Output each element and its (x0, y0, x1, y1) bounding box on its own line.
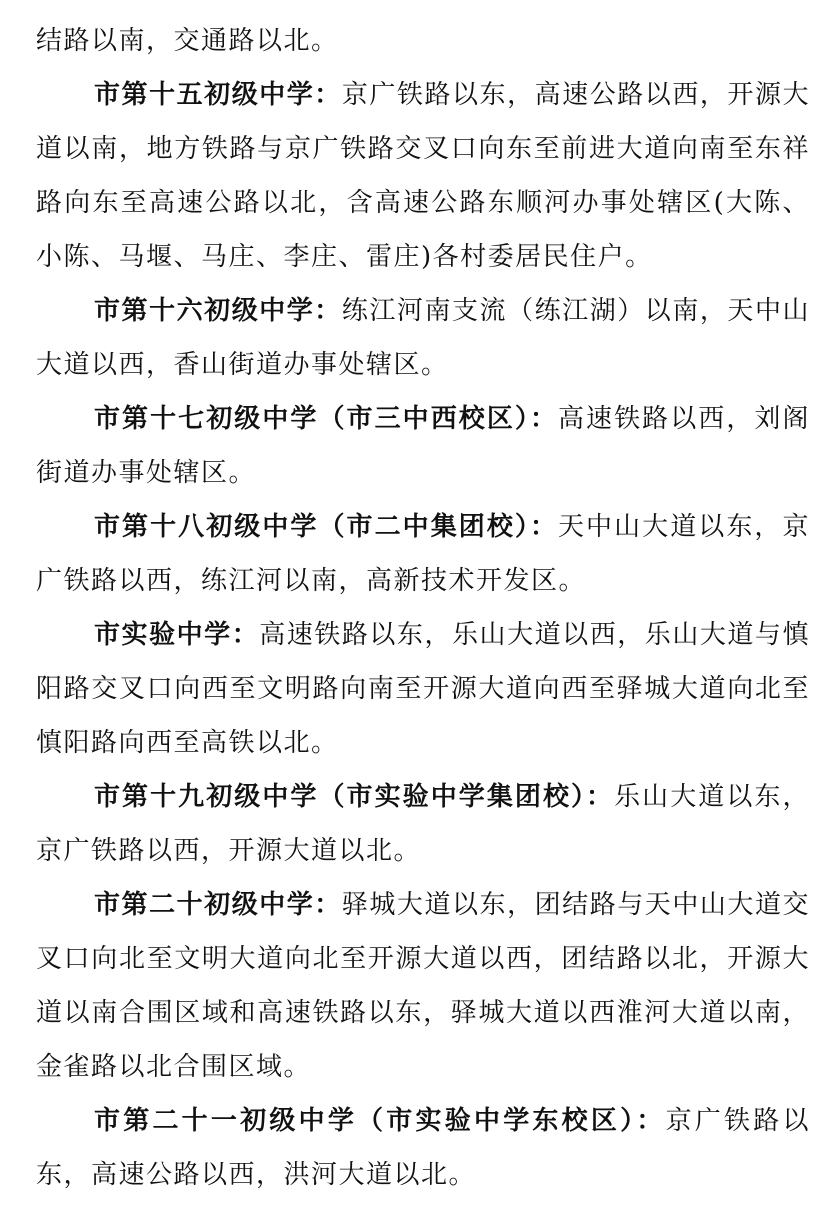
school-entry-16 (36, 284, 810, 392)
school-district-text: 练江河南支流（练江湖）以南，天中山大道以西，香山街道办事处辖区。 (36, 296, 810, 380)
school-name: 市第二十初级中学： (94, 890, 342, 920)
school-entry-20 (36, 878, 810, 1094)
school-district-text: 天中山大道以东，京广铁路以西，练江河以南，高新技术开发区。 (36, 512, 810, 596)
school-district-text: 高速铁路以东，乐山大道以西，乐山大道与慎阳路交叉口向西至文明路向南至开源大道向西至驿城大道向北至慎阳路向西至高铁以北。 (36, 620, 810, 758)
continuation-paragraph (36, 14, 810, 68)
school-district-text: 高速铁路以西，刘阁街道办事处辖区。 (36, 404, 810, 488)
school-entry-18 (36, 500, 810, 608)
school-entry-17 (36, 392, 810, 500)
school-district-text: 乐山大道以东，京广铁路以西，开源大道以北。 (36, 782, 810, 866)
school-district-text: 京广铁路以东，高速公路以西，开源大道以南，地方铁路与京广铁路交叉口向东至前进大道向南至东祥路向东至高速公路以北，含高速公路东顺河办事处辖区(大陈、小陈、马堰、马庄、李庄、雷庄)各村委居民住户。 (36, 80, 810, 272)
school-name: 市第二十一初级中学（市实验中学东校区）： (94, 1106, 666, 1136)
school-entry-15 (36, 68, 810, 284)
school-name: 市第十六初级中学： (94, 296, 342, 326)
school-entry-experimental (36, 608, 810, 770)
school-name: 市第十八初级中学（市二中集团校）： (94, 512, 558, 542)
school-district-text: 驿城大道以东，团结路与天中山大道交叉口向北至文明大道向北至开源大道以西，团结路以北，开源大道以南合围区域和高速铁路以东，驿城大道以西淮河大道以南，金雀路以北合围区域。 (36, 890, 810, 1082)
school-name: 市第十九初级中学（市实验中学集团校）： (94, 782, 615, 812)
school-entry-19 (36, 770, 810, 878)
school-entry-21 (36, 1094, 810, 1202)
school-district-text: 京广铁路以东，高速公路以西，洪河大道以北。 (36, 1106, 810, 1190)
paragraph-text: 结路以南，交通路以北。 (36, 26, 339, 56)
school-name: 市实验中学： (94, 620, 260, 650)
school-name: 市第十五初级中学： (94, 80, 342, 110)
school-name: 市第十七初级中学（市三中西校区）： (94, 404, 558, 434)
